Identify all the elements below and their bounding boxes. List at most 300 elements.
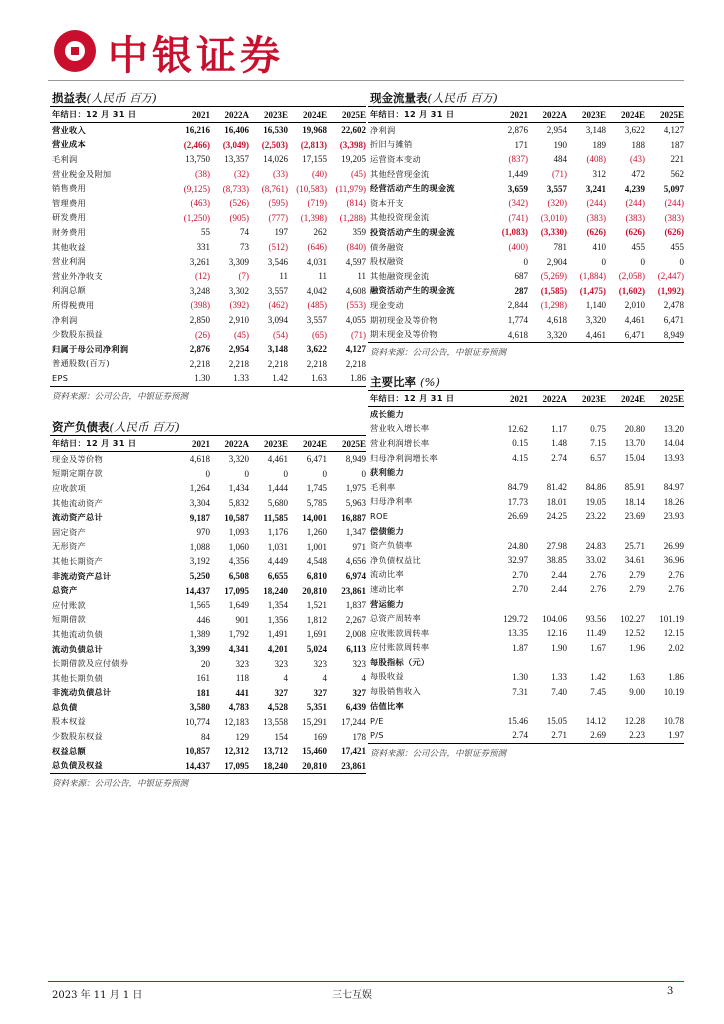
table-header-row — [50, 107, 366, 123]
row-value: (462) — [268, 300, 288, 311]
balance-sheet-title — [50, 419, 366, 436]
row-value: 4,656 — [345, 556, 366, 567]
row-value: 4,461 — [267, 454, 288, 465]
row-value: 0 — [322, 468, 327, 479]
table-row — [368, 313, 684, 328]
row-value: 1,060 — [228, 541, 249, 552]
row-value: (1,298) — [540, 300, 567, 311]
header-year-cell: 2024E — [288, 107, 327, 123]
row-value: 12.62 — [507, 423, 528, 434]
table-row — [368, 196, 684, 211]
income-source: 资料来源：公司公告，中银证券预测 — [52, 391, 189, 402]
row-value: 4,548 — [306, 556, 327, 567]
row-label: 非流动负债总计 — [52, 687, 112, 698]
table-row — [368, 655, 684, 670]
row-value: (626) — [625, 227, 645, 238]
row-value: 1.42 — [249, 371, 288, 386]
row-value: (3,330) — [540, 227, 567, 238]
row-value: 11 — [318, 271, 327, 282]
row-label: 期末现金及等价物 — [368, 327, 489, 342]
row-value: 327 — [274, 687, 288, 698]
row-value: 13,712 — [263, 746, 288, 757]
row-value: (383) — [586, 212, 606, 223]
row-value: 1.17 — [551, 423, 567, 434]
row-value: 4,618 — [189, 454, 210, 465]
row-value: 0.15 — [512, 438, 528, 449]
row-value: 12.28 — [624, 715, 645, 726]
row-value: 11 — [279, 271, 288, 282]
row-value: (2,813) — [300, 139, 327, 150]
row-value: 1,521 — [306, 600, 327, 611]
row-value: 484 — [553, 154, 567, 165]
row-value: 5,351 — [306, 702, 327, 713]
table-row — [368, 436, 684, 451]
row-value: 3,320 — [228, 454, 249, 465]
table-row — [50, 569, 366, 584]
row-value: 4,528 — [267, 702, 288, 713]
row-value: (65) — [312, 329, 327, 340]
table-row — [50, 327, 366, 342]
table-row — [50, 583, 366, 598]
income-title-text: 损益表 — [52, 91, 87, 105]
row-value — [528, 524, 567, 539]
header-year-cell: 2022A — [210, 436, 249, 452]
row-value: 81.42 — [546, 482, 567, 493]
row-value: 19,968 — [302, 125, 327, 136]
row-value: 13.35 — [507, 628, 528, 639]
row-value: 4,461 — [624, 315, 645, 326]
table-header-row — [368, 391, 684, 407]
row-value: (719) — [307, 198, 327, 209]
row-value: 1,088 — [189, 541, 210, 552]
table-row — [50, 642, 366, 657]
row-value: 104.06 — [542, 613, 567, 624]
row-value: 3,094 — [267, 315, 288, 326]
row-label: 其他收益 — [52, 241, 86, 252]
row-label: 短期借款 — [52, 614, 86, 625]
row-value: (1,992) — [657, 285, 684, 296]
header-year-cell: 2021 — [171, 107, 210, 123]
row-label: 总资产 — [52, 585, 78, 596]
header-year-cell: 2021 — [171, 436, 210, 452]
row-value: 17,421 — [341, 746, 366, 757]
row-value: (392) — [229, 300, 249, 311]
row-value: 1,434 — [228, 483, 249, 494]
row-value: 3,659 — [507, 183, 528, 194]
cashflow-table — [368, 107, 684, 343]
row-label: 资产负债率 — [370, 540, 413, 551]
row-value: 2,008 — [345, 629, 366, 640]
row-value: (320) — [547, 198, 567, 209]
row-value: 3,557 — [306, 315, 327, 326]
row-label: EPS — [50, 371, 171, 386]
row-value — [489, 407, 528, 422]
row-value: (1,884) — [579, 271, 606, 282]
table-row — [368, 582, 684, 597]
row-value: 2.74 — [551, 453, 567, 464]
row-value: 32.97 — [507, 555, 528, 566]
row-value: (595) — [268, 198, 288, 209]
row-value: 1,347 — [345, 527, 366, 538]
row-value: 1,449 — [507, 169, 528, 180]
row-label: 归母净利润增长率 — [370, 452, 438, 463]
header-year-cell: 2023E — [249, 436, 288, 452]
row-value: (526) — [229, 198, 249, 209]
row-value: (2,503) — [261, 139, 288, 150]
header-year-cell: 2025E — [645, 391, 684, 407]
row-value: 4,449 — [267, 556, 288, 567]
row-label: 营业收入 — [52, 124, 86, 135]
table-row — [50, 167, 366, 182]
table-row — [368, 538, 684, 553]
income-unit: (人民币 百万) — [86, 91, 157, 105]
row-value: 118 — [235, 673, 249, 684]
row-label: 速动比率 — [370, 583, 404, 594]
table-row — [50, 744, 366, 759]
row-value: 25.71 — [624, 540, 645, 551]
row-value — [528, 465, 567, 480]
row-label: 每股指标（元） — [370, 656, 430, 667]
row-label: 无形资产 — [52, 541, 86, 552]
row-value: (553) — [346, 300, 366, 311]
row-value: 327 — [313, 687, 327, 698]
row-value: 20 — [201, 658, 210, 669]
table-row — [368, 138, 684, 153]
row-value: 2.76 — [590, 584, 606, 595]
row-value: (8,733) — [222, 183, 249, 194]
table-row — [50, 298, 366, 313]
row-value: 0 — [361, 468, 366, 479]
row-value: 4,055 — [345, 315, 366, 326]
row-value: 1.63 — [288, 371, 327, 386]
row-label: 归母净利率 — [370, 496, 413, 507]
row-value: 14,026 — [263, 154, 288, 165]
row-value: 455 — [670, 242, 684, 253]
row-value: (40) — [312, 169, 327, 180]
row-value: 1,745 — [306, 483, 327, 494]
row-label: 其他流动负债 — [52, 628, 103, 639]
row-value: 14,001 — [302, 512, 327, 523]
header-year-cell: 2022A — [528, 391, 567, 407]
row-label: 流动负债总计 — [52, 643, 103, 654]
row-label: 折旧与摊销 — [370, 139, 413, 150]
row-value: 187 — [670, 139, 684, 150]
table-row — [50, 196, 366, 211]
row-label: 现金及等价物 — [52, 453, 103, 464]
row-value: 129.72 — [503, 613, 528, 624]
row-value: 13.20 — [663, 423, 684, 434]
row-value: 327 — [352, 687, 366, 698]
row-value: 85.91 — [624, 482, 645, 493]
row-value: 359 — [352, 227, 366, 238]
row-value: 38.85 — [546, 555, 567, 566]
row-value: 23.93 — [663, 511, 684, 522]
row-value: 1.96 — [629, 642, 645, 653]
row-value: (244) — [586, 198, 606, 209]
table-row — [368, 123, 684, 138]
row-label: 估值比率 — [370, 700, 404, 711]
row-label: 总负债及权益 — [50, 758, 171, 773]
row-value: 4,356 — [228, 556, 249, 567]
table-row — [50, 758, 366, 773]
row-value: (1,602) — [618, 285, 645, 296]
row-value: 10,857 — [185, 746, 210, 757]
header-year-cell: 2025E — [645, 107, 684, 123]
logo-square-hole — [71, 47, 79, 55]
row-value: (45) — [234, 329, 249, 340]
row-value: 19,205 — [341, 154, 366, 165]
row-value: 1,001 — [306, 541, 327, 552]
row-value: 12.52 — [624, 628, 645, 639]
balance-source: 资料来源：公司公告，中银证券预测 — [52, 779, 189, 790]
row-value: 4 — [283, 673, 288, 684]
table-row — [368, 641, 684, 656]
table-row — [50, 123, 366, 138]
row-label: 债务融资 — [370, 241, 404, 252]
row-value — [528, 407, 567, 422]
row-value: 12,312 — [224, 746, 249, 757]
row-value: 446 — [196, 614, 210, 625]
row-value: 2,954 — [546, 125, 567, 136]
row-value: 15,460 — [302, 746, 327, 757]
row-value: 101.19 — [659, 613, 684, 624]
row-value: 1,176 — [267, 527, 288, 538]
row-value: 2,218 — [345, 358, 366, 369]
row-value: 2,910 — [228, 315, 249, 326]
row-label: 其他长期资产 — [52, 555, 103, 566]
row-value: (342) — [508, 198, 528, 209]
row-value: 2,876 — [189, 344, 210, 355]
row-value: 3,304 — [189, 498, 210, 509]
table-row — [50, 700, 366, 715]
table-row — [368, 568, 684, 583]
row-label: 净利润 — [370, 124, 396, 135]
row-label: ROE — [370, 511, 389, 522]
row-value: 4,201 — [267, 644, 288, 655]
row-value: (626) — [664, 227, 684, 238]
balance-sheet-section — [50, 419, 366, 789]
row-value: 4,597 — [345, 256, 366, 267]
row-value: (2,466) — [183, 139, 210, 150]
row-value: 1.67 — [590, 642, 606, 653]
row-value: 18,240 — [249, 758, 288, 773]
row-value: (463) — [190, 198, 210, 209]
row-label: 流动比率 — [370, 569, 404, 580]
row-value: 23,861 — [327, 758, 366, 773]
row-value: (383) — [664, 212, 684, 223]
row-value — [489, 524, 528, 539]
row-value: 13,357 — [224, 154, 249, 165]
table-row — [50, 525, 366, 540]
row-value: 3,241 — [585, 183, 606, 194]
cashflow-title-text: 现金流量表 — [370, 91, 428, 105]
row-value: 3,320 — [585, 315, 606, 326]
row-value: (837) — [508, 154, 528, 165]
row-value: 3,622 — [624, 125, 645, 136]
row-label: 营业利润 — [52, 256, 86, 267]
header-year-cell: 2025E — [327, 107, 366, 123]
table-row — [50, 342, 366, 357]
row-value: 0 — [205, 468, 210, 479]
row-value: 181 — [196, 687, 210, 698]
table-row — [50, 481, 366, 496]
table-row — [50, 496, 366, 511]
row-label: 每股销售收入 — [370, 686, 421, 697]
row-value: 2,218 — [267, 358, 288, 369]
header-year-cell: 2022A — [528, 107, 567, 123]
row-value: (1,475) — [579, 285, 606, 296]
table-row — [368, 269, 684, 284]
row-value: (408) — [586, 154, 606, 165]
row-value: (626) — [586, 227, 606, 238]
row-value: 26.69 — [507, 511, 528, 522]
brand-name: 中银证券 — [108, 32, 284, 79]
row-label: 应付账款 — [52, 599, 86, 610]
row-value: 2,267 — [345, 614, 366, 625]
row-value: 2.44 — [551, 584, 567, 595]
row-label: 管理费用 — [52, 197, 86, 208]
row-value: 3,622 — [306, 344, 327, 355]
table-row — [368, 167, 684, 182]
row-value: 2.23 — [606, 728, 645, 743]
row-label: 其他流动资产 — [52, 497, 103, 508]
row-value: 2,218 — [189, 358, 210, 369]
row-label: 经营活动产生的现金流 — [370, 183, 455, 194]
row-value: (400) — [508, 242, 528, 253]
row-value: (5,269) — [540, 271, 567, 282]
row-value: 5,963 — [345, 498, 366, 509]
row-value: 15.05 — [546, 715, 567, 726]
row-label: 总负债 — [52, 701, 78, 712]
table-row — [368, 670, 684, 685]
row-value: 93.56 — [585, 613, 606, 624]
row-value: 6,655 — [267, 571, 288, 582]
balance-table — [50, 436, 366, 774]
row-label: 运营资本变动 — [370, 153, 421, 164]
row-value: (26) — [195, 329, 210, 340]
row-value: 7.40 — [551, 686, 567, 697]
row-value — [606, 465, 645, 480]
row-value: 1,792 — [228, 629, 249, 640]
row-value: 22,602 — [341, 125, 366, 136]
row-value: (741) — [508, 212, 528, 223]
table-row — [368, 611, 684, 626]
row-value: (905) — [229, 212, 249, 223]
row-value: (398) — [190, 300, 210, 311]
row-value: 1,837 — [345, 600, 366, 611]
row-value: 6,471 — [306, 454, 327, 465]
row-value: (10,583) — [296, 183, 327, 194]
table-row — [368, 327, 684, 342]
row-value: 1,354 — [267, 600, 288, 611]
row-value: 2,478 — [663, 300, 684, 311]
row-label: 少数股东损益 — [52, 329, 103, 340]
row-value: 17,095 — [224, 585, 249, 596]
row-value: 1,565 — [189, 600, 210, 611]
row-label: 归属于母公司净利润 — [52, 343, 129, 354]
row-value: 20,810 — [288, 758, 327, 773]
row-value: 188 — [631, 139, 645, 150]
row-label: 投资活动产生的现金流 — [370, 226, 455, 237]
row-value: 13,558 — [263, 716, 288, 727]
row-value: 7.31 — [512, 686, 528, 697]
row-value: 169 — [313, 731, 327, 742]
table-row — [368, 524, 684, 539]
row-value: 74 — [240, 227, 249, 238]
row-value: 3,320 — [528, 327, 567, 342]
row-label: 股权融资 — [370, 256, 404, 267]
table-row — [368, 699, 684, 714]
row-value: 410 — [592, 242, 606, 253]
row-value: (1,398) — [300, 212, 327, 223]
row-value: (3,398) — [339, 139, 366, 150]
row-value: 1.33 — [551, 671, 567, 682]
row-label: 营业收入增长率 — [370, 423, 430, 434]
row-label: 其他投资现金流 — [370, 212, 430, 223]
row-value: 14,437 — [185, 585, 210, 596]
row-value: 1,491 — [267, 629, 288, 640]
header-year-cell: 2024E — [606, 391, 645, 407]
row-value: 455 — [631, 242, 645, 253]
header-year-cell: 2022A — [210, 107, 249, 123]
row-value: 7.45 — [590, 686, 606, 697]
row-value: 323 — [313, 658, 327, 669]
row-value: 4 — [322, 673, 327, 684]
balance-unit: (人民币 百万) — [109, 420, 180, 434]
row-value: 36.96 — [663, 555, 684, 566]
header-year-cell: 2023E — [567, 391, 606, 407]
row-value: 4,608 — [345, 285, 366, 296]
row-value: 1,649 — [228, 600, 249, 611]
row-label: 营业成本 — [52, 139, 86, 150]
row-label: 资本开支 — [370, 197, 404, 208]
row-value: 3,546 — [267, 256, 288, 267]
table-row — [50, 554, 366, 569]
row-value — [528, 597, 567, 612]
row-value — [567, 465, 606, 480]
row-value: 323 — [352, 658, 366, 669]
cashflow-title — [368, 90, 684, 107]
row-value: 23,861 — [341, 585, 366, 596]
row-value: 5,250 — [189, 571, 210, 582]
row-value: 17,095 — [210, 758, 249, 773]
row-label: 非流动资产总计 — [52, 570, 112, 581]
row-value: 6,810 — [306, 571, 327, 582]
row-value: 4,031 — [306, 256, 327, 267]
row-value — [489, 597, 528, 612]
row-value: 20,810 — [302, 585, 327, 596]
row-value: (45) — [351, 169, 366, 180]
row-value: (33) — [273, 169, 288, 180]
row-value: 15,291 — [302, 716, 327, 727]
row-value — [567, 655, 606, 670]
row-value: 2.74 — [489, 728, 528, 743]
row-value: 33.02 — [585, 555, 606, 566]
cashflow-unit: (人民币 百万) — [427, 91, 498, 105]
table-row — [368, 211, 684, 226]
row-value: 10,587 — [224, 512, 249, 523]
row-value: (32) — [234, 169, 249, 180]
row-value: 2.76 — [590, 569, 606, 580]
row-value: 262 — [313, 227, 327, 238]
row-label: 长期借款及应付债券 — [52, 658, 129, 669]
footer-company: 三七互娱 — [332, 990, 372, 1001]
table-row — [368, 597, 684, 612]
row-value: 3,248 — [189, 285, 210, 296]
row-value: 2.69 — [567, 728, 606, 743]
row-value: 3,399 — [189, 644, 210, 655]
row-label: 应收账款周转率 — [370, 627, 430, 638]
